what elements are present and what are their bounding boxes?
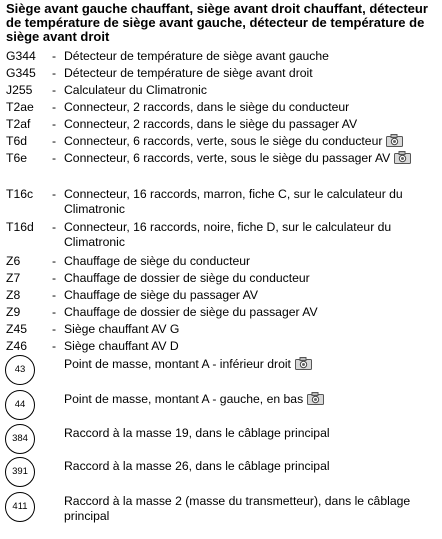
separator-dash: -: [52, 305, 57, 319]
separator-dash: -: [52, 100, 57, 114]
component-code: T2ae: [6, 100, 34, 114]
component-code: G345: [6, 66, 36, 80]
ground-point-description: Raccord à la masse 26, dans le câblage principal: [64, 459, 330, 473]
component-code: Z6: [6, 254, 21, 268]
component-code: T16d: [6, 220, 34, 234]
separator-dash: -: [52, 134, 57, 148]
component-description: Chauffage de dossier de siège du passager AV: [64, 305, 318, 319]
camera-icon[interactable]: [394, 151, 411, 164]
component-code: Z7: [6, 271, 21, 285]
camera-icon[interactable]: [307, 392, 324, 405]
component-code: T2af: [6, 117, 31, 131]
separator-dash: -: [52, 220, 57, 234]
component-description: Connecteur, 6 raccords, verte, sous le siège du passager AV: [64, 151, 391, 165]
ground-point-badge: 384: [5, 424, 35, 454]
component-code: T6e: [6, 151, 28, 165]
component-code: T6d: [6, 134, 28, 148]
component-description: Connecteur, 16 raccords, marron, fiche C, sur le calculateur du Climatronic: [64, 187, 403, 216]
separator-dash: -: [52, 322, 57, 336]
separator-dash: -: [52, 49, 57, 63]
separator-dash: -: [52, 339, 57, 353]
component-row-t6e: [0, 151, 442, 185]
component-code: Z46: [6, 339, 28, 353]
component-code: J255: [6, 83, 33, 97]
ground-point-description: Raccord à la masse 19, dans le câblage principal: [64, 426, 330, 440]
component-description: Connecteur, 2 raccords, dans le siège du conducteur: [64, 100, 350, 114]
ground-point-badge: 43: [5, 355, 35, 385]
camera-icon[interactable]: [295, 357, 312, 370]
component-code: Z8: [6, 288, 21, 302]
page-title: Siège avant gauche chauffant, siège avant droit chauffant, détecteur de température de siège avant gauche, détecteur de température de siège avant droit: [6, 1, 428, 44]
component-description: Siège chauffant AV D: [64, 339, 179, 353]
separator-dash: -: [52, 151, 57, 165]
ground-point-description: Raccord à la masse 2 (masse du transmetteur), dans le câblage principal: [64, 494, 411, 523]
separator-dash: -: [52, 83, 57, 97]
component-description: Connecteur, 6 raccords, verte, sous le siège du conducteur: [64, 134, 383, 148]
separator-dash: -: [52, 117, 57, 131]
component-code: Z45: [6, 322, 28, 336]
ground-point-badge: 391: [5, 457, 35, 487]
component-description: Détecteur de température de siège avant droit: [64, 66, 313, 80]
component-description: Chauffage de siège du conducteur: [64, 254, 251, 268]
separator-dash: -: [52, 271, 57, 285]
separator-dash: -: [52, 66, 57, 80]
separator-dash: -: [52, 187, 57, 201]
ground-point-badge: 411: [5, 492, 35, 522]
component-code: T16c: [6, 187, 34, 201]
component-code: G344: [6, 49, 36, 63]
ground-point-description: Point de masse, montant A - gauche, en bas: [64, 392, 304, 406]
component-description: Connecteur, 2 raccords, dans le siège du passager AV: [64, 117, 358, 131]
component-description: Siège chauffant AV G: [64, 322, 180, 336]
component-description: Calculateur du Climatronic: [64, 83, 207, 97]
separator-dash: -: [52, 254, 57, 268]
ground-point-description: Point de masse, montant A - inférieur droit: [64, 357, 291, 371]
separator-dash: -: [52, 288, 57, 302]
camera-icon[interactable]: [386, 134, 403, 147]
component-code: Z9: [6, 305, 21, 319]
ground-point-badge: 44: [5, 390, 35, 420]
component-description: Détecteur de température de siège avant gauche: [64, 49, 329, 63]
component-description: Connecteur, 16 raccords, noire, fiche D, sur le calculateur du Climatronic: [64, 220, 392, 249]
component-description: Chauffage de siège du passager AV: [64, 288, 259, 302]
component-description: Chauffage de dossier de siège du conducteur: [64, 271, 310, 285]
